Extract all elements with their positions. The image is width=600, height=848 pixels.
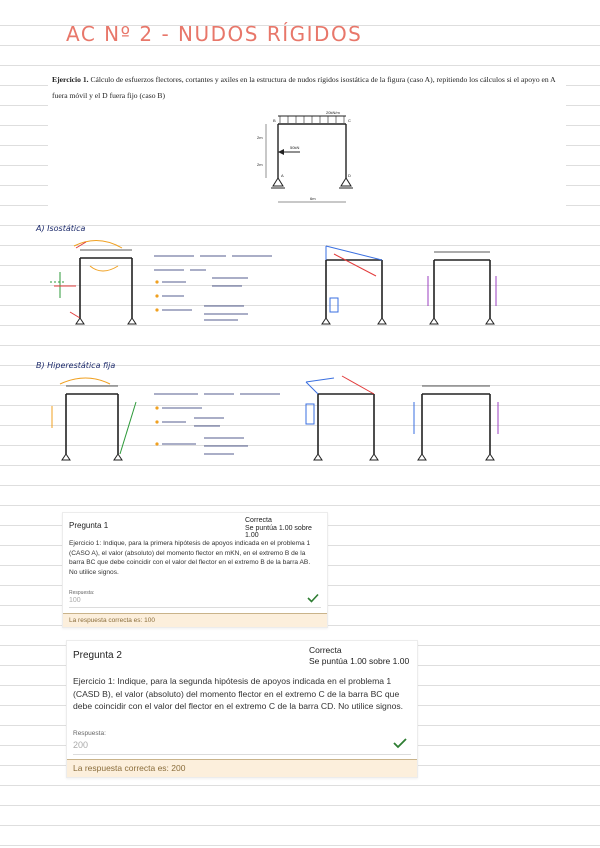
check-icon: [393, 737, 407, 749]
exercise-body: Cálculo de esfuerzos flectores, cortantes y axiles en la estructura de nudos rígidos isostática de la figura (caso A), repitiendo los cálculos si el apoyo en A fuera móvil y el D fuera fijo (caso B): [52, 75, 556, 100]
question-1-answer-underline: [69, 607, 321, 608]
question-2-feedback: La respuesta correcta es: 200: [67, 759, 417, 777]
check-icon: [307, 593, 319, 603]
question-1-score: Se puntúa 1.00 sobre 1.00: [245, 525, 312, 539]
page-title: AC Nº 2 - NUDOS RÍGIDOS: [66, 22, 363, 46]
figure-node-d: D: [348, 173, 351, 178]
question-card-2: [66, 640, 418, 778]
question-1-answer-input[interactable]: 100: [69, 597, 81, 604]
question-2-status: Correcta: [309, 645, 342, 655]
sketch-a-equations: [150, 248, 300, 324]
question-2-score: Se puntúa 1.00 sobre 1.00: [309, 656, 410, 666]
figure-node-c: C: [348, 118, 351, 123]
sketch-a-diagram-2: [420, 236, 500, 330]
figure-span-label: 6m: [310, 196, 316, 201]
sketch-a-diagram-1: [312, 236, 392, 330]
question-1-answer-label: Respuesta:: [69, 590, 95, 596]
exercise-heading: Ejercicio 1.: [52, 75, 89, 84]
sketch-b-diagram-2: [404, 372, 504, 466]
question-2-title: Pregunta 2: [73, 650, 122, 661]
sketch-a-frame: [46, 236, 150, 330]
question-card-1: [62, 512, 328, 628]
exercise-statement: [48, 66, 566, 214]
section-b-label: B) Hiperestática fija: [36, 361, 116, 370]
question-1-title: Pregunta 1: [69, 521, 109, 530]
question-1-text: Ejercicio 1: Indique, para la primera hipótesis de apoyos indicada en el problema 1 (CASO A), el valor (absoluto) del momento flector en mKN, en el extremo B de la barra BC que debe coincidir con el valor del flector en el extremo B de la barra AB. No utilice signos.: [69, 540, 311, 576]
sketch-b-diagram-1: [300, 372, 386, 466]
exercise-text: [52, 72, 562, 104]
sketch-b-equations: [150, 386, 300, 466]
figure-dim-top: 2m: [257, 135, 263, 140]
question-2-answer-input[interactable]: 200: [73, 740, 89, 750]
question-2-answer-underline: [73, 754, 411, 755]
question-1-status: Correcta: [245, 517, 272, 524]
sketch-b-frame: [46, 372, 150, 466]
figure-node-b: B: [273, 118, 276, 123]
question-2-text: Ejercicio 1: Indique, para la segunda hipótesis de apoyos indicada en el problema 1 (CASD B), el valor (absoluto) del momento flector en el extremo C de la barra BC que debe coincidir con el valor del flector en el extremo C de la barra CD. No utilice signos.: [73, 676, 404, 711]
figure-node-a: A: [281, 173, 284, 178]
structure-figure: [248, 106, 418, 210]
figure-point-load-label: 50kN: [290, 145, 300, 150]
section-a-label: A) Isostática: [36, 224, 86, 233]
figure-load-label: 20kN/m: [326, 110, 340, 115]
question-1-feedback: La respuesta correcta es: 100: [63, 613, 327, 627]
question-2-answer-label: Respuesta:: [73, 730, 106, 737]
figure-dim-bottom: 2m: [257, 162, 263, 167]
